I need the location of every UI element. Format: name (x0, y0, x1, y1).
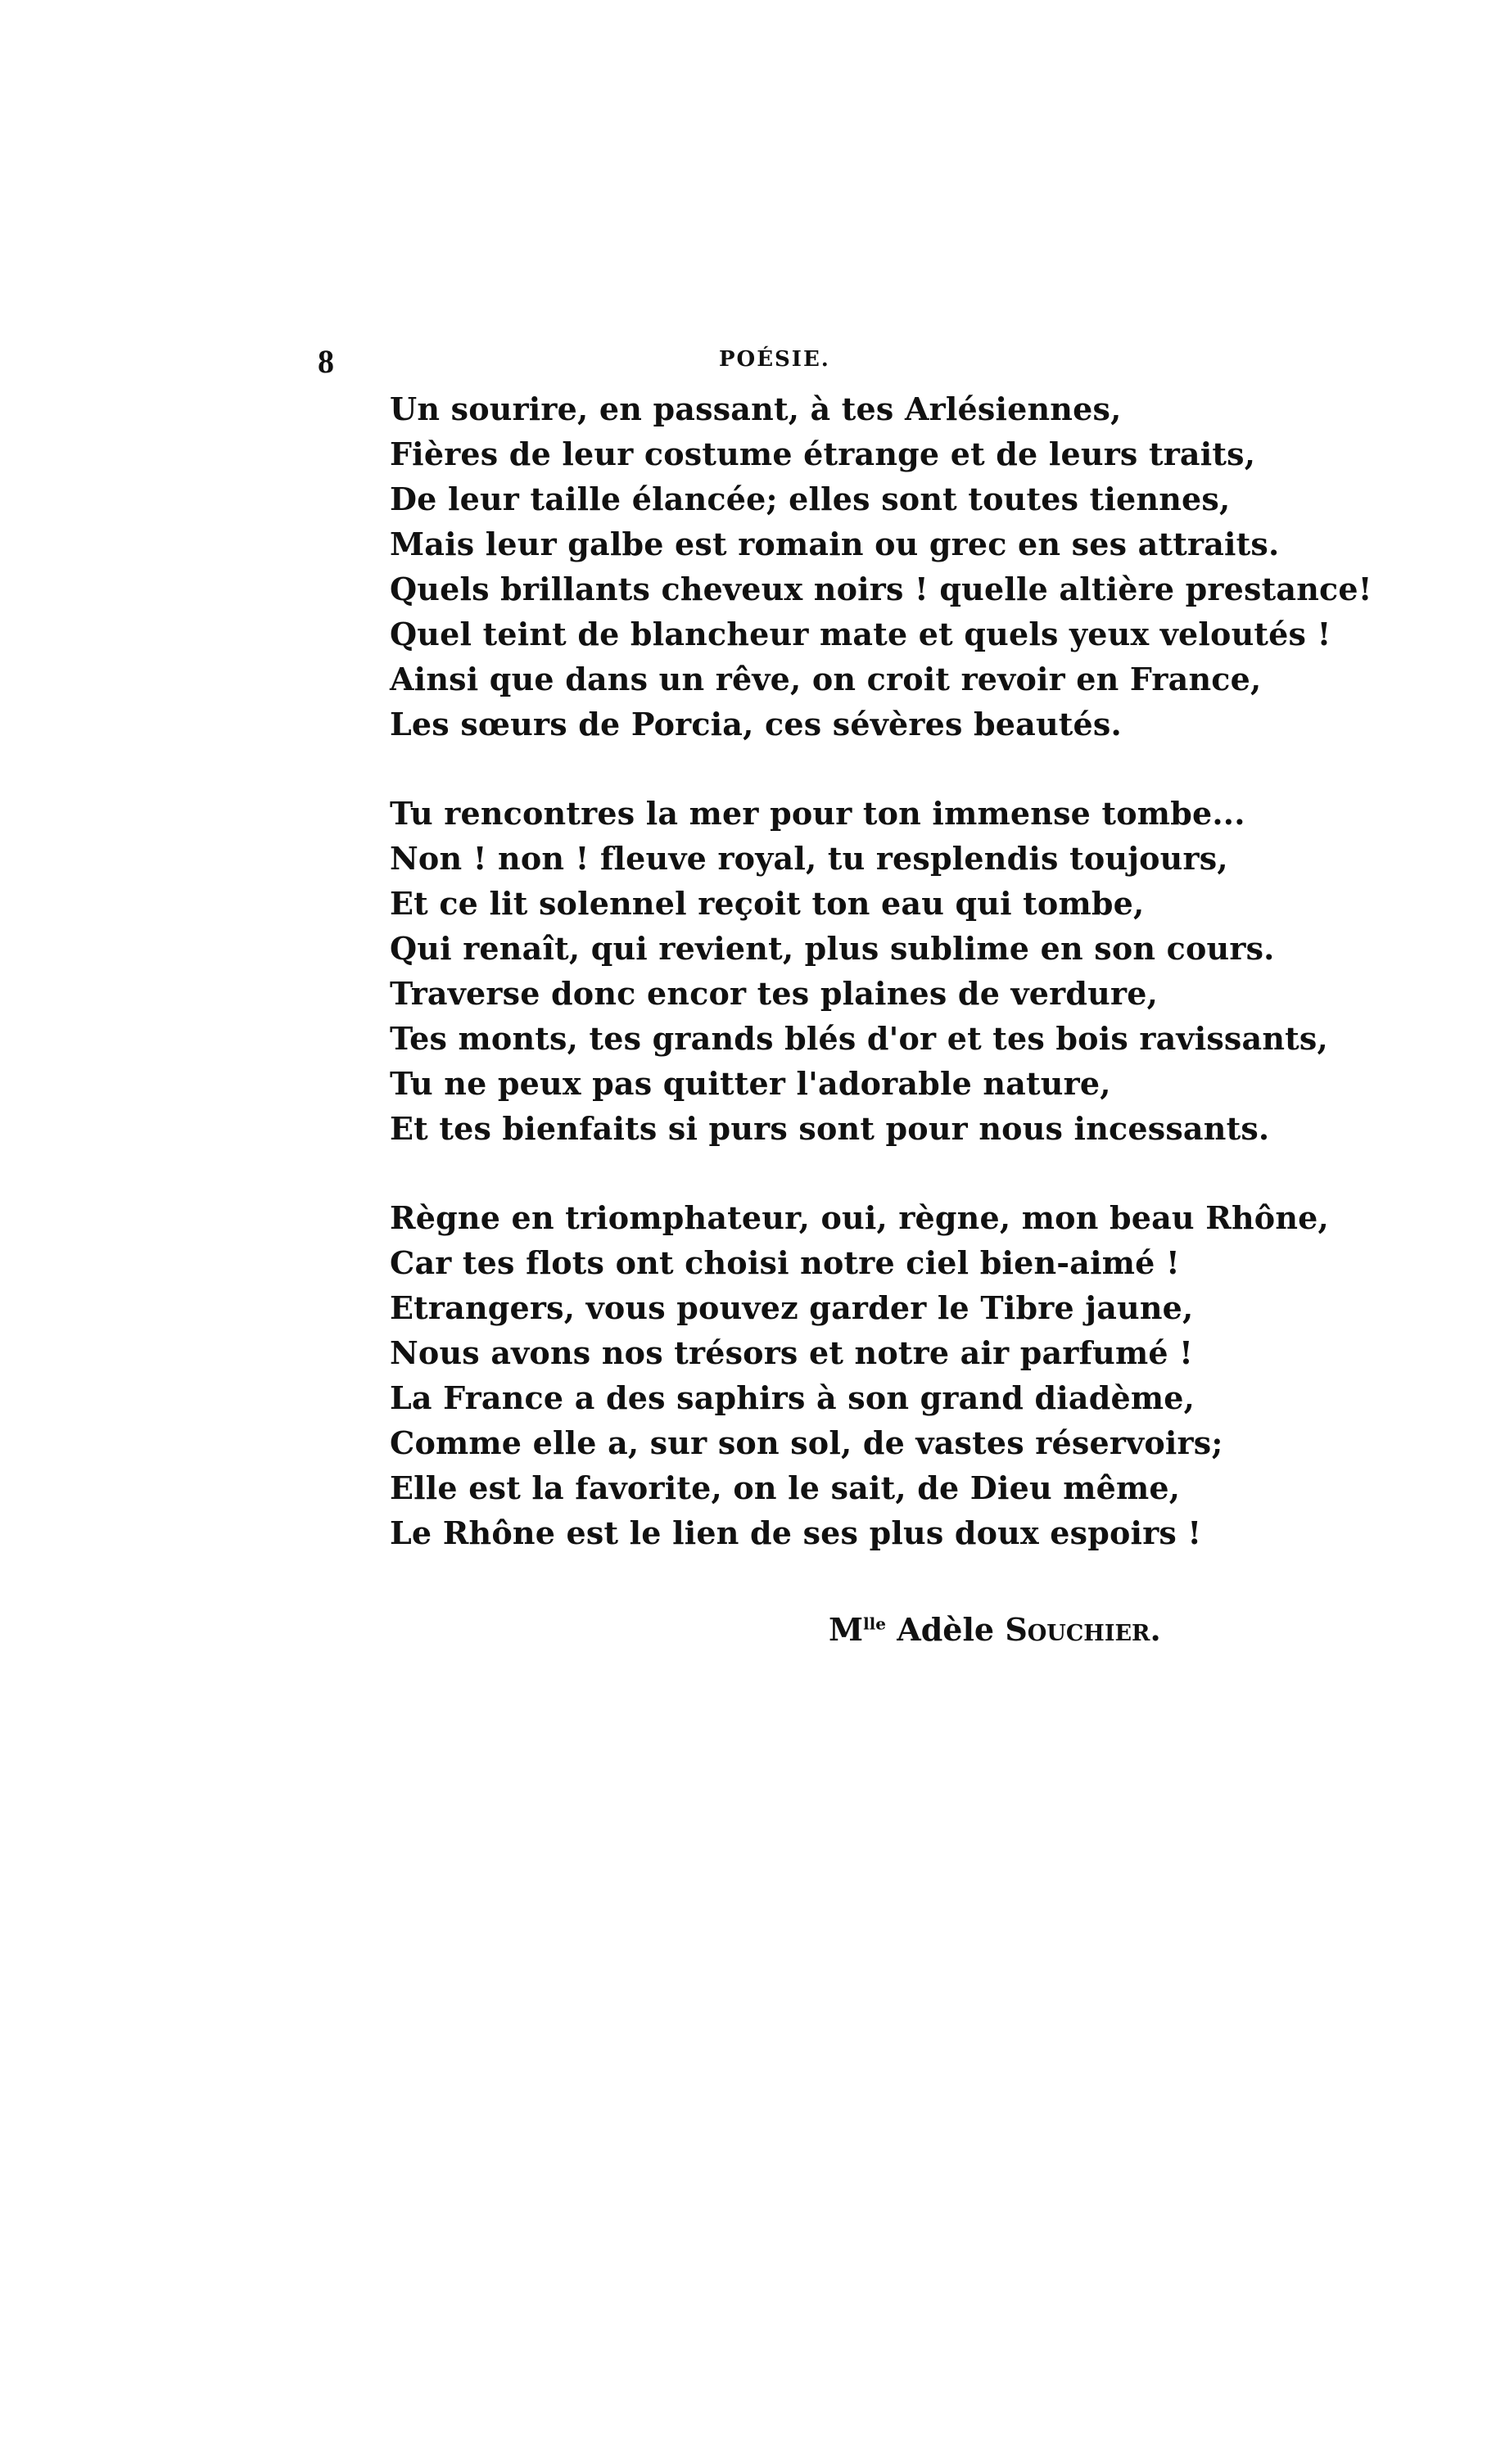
poem-line: Et ce lit solennel reçoit ton eau qui tombe, (390, 885, 1145, 922)
poem (390, 386, 1372, 1600)
poem-line: Traverse donc encor tes plaines de verdure, (390, 975, 1159, 1012)
poem-line: Tes monts, tes grands blés d'or et tes bois ravissants, (390, 1020, 1328, 1057)
poem-line: Et tes bienfaits si purs sont pour nous incessants. (390, 1110, 1270, 1147)
page-number: 8 (318, 343, 334, 380)
signature-prefix-sup: lle (863, 1613, 886, 1634)
running-title: POÉSIE. (719, 347, 830, 372)
signature-first-name: Adèle (897, 1611, 995, 1648)
poem-line: Quels brillants cheveux noirs ! quelle altière prestance! (390, 571, 1372, 607)
poem-line: Tu rencontres la mer pour ton immense tombe... (390, 795, 1245, 832)
poem-line: Tu ne peux pas quitter l'adorable nature, (390, 1065, 1111, 1102)
signature-prefix: M (829, 1611, 864, 1648)
poem-line: Les sœurs de Porcia, ces sévères beautés. (390, 706, 1122, 742)
stanza-3 (390, 1195, 1329, 1555)
poem-line: Non ! non ! fleuve royal, tu resplendis toujours, (390, 840, 1228, 877)
poem-line: Comme elle a, sur son sol, de vastes réservoirs; (390, 1424, 1223, 1461)
poem-line: Etrangers, vous pouvez garder le Tibre jaune, (390, 1289, 1194, 1326)
poem-line: Ainsi que dans un rêve, on croit revoir en France, (390, 661, 1262, 697)
poem-line: Quel teint de blancheur mate et quels yeux veloutés ! (390, 616, 1331, 652)
poem-line: Règne en triomphateur, oui, règne, mon beau Rhône, (390, 1199, 1329, 1236)
poem-line: La France a des saphirs à son grand diadème, (390, 1379, 1195, 1416)
poem-line: Car tes flots ont choisi notre ciel bien-aimé ! (390, 1244, 1180, 1281)
poem-line: Nous avons nos trésors et notre air parfumé ! (390, 1334, 1194, 1371)
poem-line: Un sourire, en passant, à tes Arlésiennes, (390, 390, 1122, 427)
poem-line: Mais leur galbe est romain ou grec en ses attraits. (390, 526, 1280, 562)
stanza-1 (390, 386, 1372, 747)
poem-line: Elle est la favorite, on le sait, de Dieu même, (390, 1469, 1181, 1506)
signature-last-name: Souchier. (1005, 1611, 1161, 1648)
poem-line: De leur taille élancée; elles sont toutes tiennes, (390, 481, 1231, 517)
stanza-2 (390, 791, 1328, 1151)
poem-line: Qui renaît, qui revient, plus sublime en son cours. (390, 930, 1275, 967)
running-head (318, 342, 1153, 383)
poem-line: Fières de leur costume étrange et de leurs traits, (390, 435, 1256, 472)
author-signature (829, 1611, 1161, 1648)
poem-line: Le Rhône est le lien de ses plus doux espoirs ! (390, 1514, 1202, 1551)
